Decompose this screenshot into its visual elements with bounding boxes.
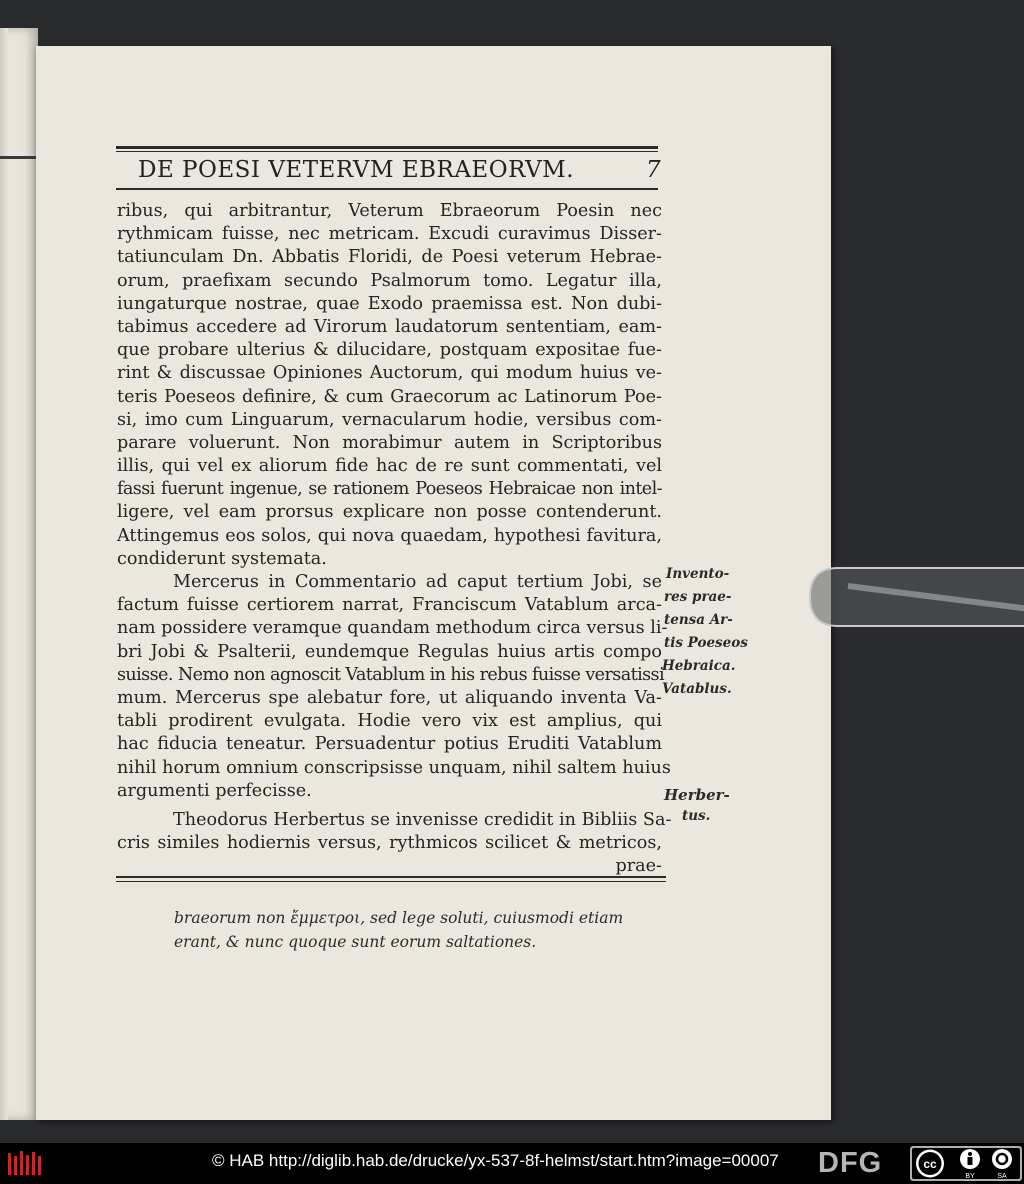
sidenote-line: Herber- bbox=[664, 786, 730, 804]
text-line: rint & discussae Opiniones Auctorum, qui modum huius ve- bbox=[117, 363, 662, 384]
text-line: teris Poeseos definire, & cum Graecorum ac Latinorum Poe- bbox=[117, 386, 662, 407]
cc-icon bbox=[916, 1150, 944, 1178]
catchword: prae- bbox=[615, 856, 662, 877]
text-line: condiderunt systemata. bbox=[117, 548, 327, 569]
sidenote-line: res prae- bbox=[664, 589, 732, 605]
text-line: hac fiducia teneatur. Persuadentur potius Eruditi Vatablum bbox=[117, 734, 662, 755]
header-rule-top bbox=[116, 146, 658, 149]
header-title: DE POESI VETERVM EBRAEORVM. bbox=[138, 157, 575, 183]
header-rule-bottom bbox=[116, 188, 658, 190]
footnote-rule-thin bbox=[116, 881, 666, 882]
text-line: fassi fuerunt ingenue, se rationem Poeseos Hebraicae non intel- bbox=[117, 479, 662, 500]
text-line: cris similes hodiernis versus, rythmicos scilicet & metricos, bbox=[117, 833, 662, 854]
svg-text:SA: SA bbox=[997, 1173, 1007, 1180]
text-line: tabimus accedere ad Virorum laudatorum sententiam, eam- bbox=[117, 316, 662, 337]
library-logo-icon bbox=[6, 1150, 46, 1178]
text-line: mum. Mercerus spe alebatur fore, ut aliquando inventa Va- bbox=[117, 687, 662, 708]
text-line: rythmicam fuisse, nec metricam. Excudi curavimus Disser- bbox=[117, 224, 662, 245]
header-rule-top-thin bbox=[116, 151, 658, 152]
text-line: tatiunculam Dn. Abbatis Floridi, de Poesi veterum Hebrae- bbox=[117, 247, 662, 268]
running-header bbox=[138, 157, 678, 183]
text-line: illis, qui vel ex aliorum fide hac de re sunt commentati, vel bbox=[117, 456, 662, 477]
text-line: suisse. Nemo non agnoscit Vatablum in his rebus fuisse versatissi bbox=[117, 664, 665, 685]
svg-text:BY: BY bbox=[965, 1173, 975, 1180]
text-line: argumenti perfecisse. bbox=[117, 780, 312, 801]
main-text bbox=[117, 200, 672, 878]
text-line: tabli prodirent evulgata. Hodie vero vix est amplius, qui bbox=[117, 711, 662, 732]
sidenote-line: Hebraica. bbox=[662, 658, 736, 674]
text-line: Mercerus in Commentario ad caput tertium Jobi, se bbox=[173, 572, 662, 592]
text-line: factum fuisse certiorem narrat, Franciscum Vatablum arca- bbox=[117, 595, 662, 616]
text-line: ligere, vel eam prorsus explicare non posse contenderunt. bbox=[117, 502, 662, 523]
svg-text:cc: cc bbox=[923, 1157, 937, 1171]
previous-page-edge bbox=[0, 28, 38, 1120]
footnote-line: erant, & nunc quoque sunt eorum saltationes. bbox=[174, 933, 537, 951]
source-link[interactable]: © HAB http://diglib.hab.de/drucke/yx-537-8f-helmst/start.htm?image=00007 bbox=[212, 1151, 779, 1170]
footnote bbox=[174, 906, 664, 954]
text-line: iungaturque nostrae, quae Exodo praemissa est. Non dubi- bbox=[117, 293, 662, 314]
sidenote-line: tis Poeseos bbox=[664, 635, 748, 651]
sidenote-line: tensa Ar- bbox=[664, 612, 733, 628]
text-line: si, imo cum Linguarum, vernacularum hodie, versibus com- bbox=[117, 409, 662, 430]
footnote-line: braeorum non ἔμμετροι, sed lege soluti, cuiusmodi etiam bbox=[174, 909, 624, 927]
text-line: nihil horum omnium conscripsisse unquam, nihil saltem huius bbox=[117, 757, 671, 778]
dfg-logo: DFG bbox=[818, 1147, 883, 1179]
text-line: orum, praefixam secundo Psalmorum tomo. Legatur illa, bbox=[117, 270, 662, 291]
text-line: que probare ulterius & dilucidare, postquam expositae fue- bbox=[117, 340, 662, 361]
text-line: parare voluerunt. Non morabimur autem in Scriptoribus bbox=[117, 432, 662, 453]
text-line: Attingemus eos solos, qui nova quaedam, hypothesi favitura, bbox=[117, 525, 662, 546]
page-number: 7 bbox=[646, 157, 662, 183]
sidenote-line: Vatablus. bbox=[662, 681, 732, 697]
footnote-rule bbox=[116, 876, 666, 878]
text-line: Theodorus Herbertus se invenisse credidit in Bibliis Sa- bbox=[173, 809, 672, 830]
text-line: ribus, qui arbitrantur, Veterum Ebraeorum Poesin nec bbox=[117, 201, 662, 221]
sidenote-line: Invento- bbox=[666, 566, 730, 582]
footer-bar bbox=[0, 1143, 1024, 1184]
sidenote-line: tus. bbox=[682, 808, 711, 824]
page-slider-handle[interactable] bbox=[808, 566, 1024, 628]
text-line: bri Jobi & Psalterii, eundemque Regulas huius artis compo bbox=[117, 641, 662, 662]
text-line: nam possidere veramque quandam methodum circa versus li- bbox=[117, 618, 668, 639]
license-badge[interactable] bbox=[910, 1146, 1022, 1181]
